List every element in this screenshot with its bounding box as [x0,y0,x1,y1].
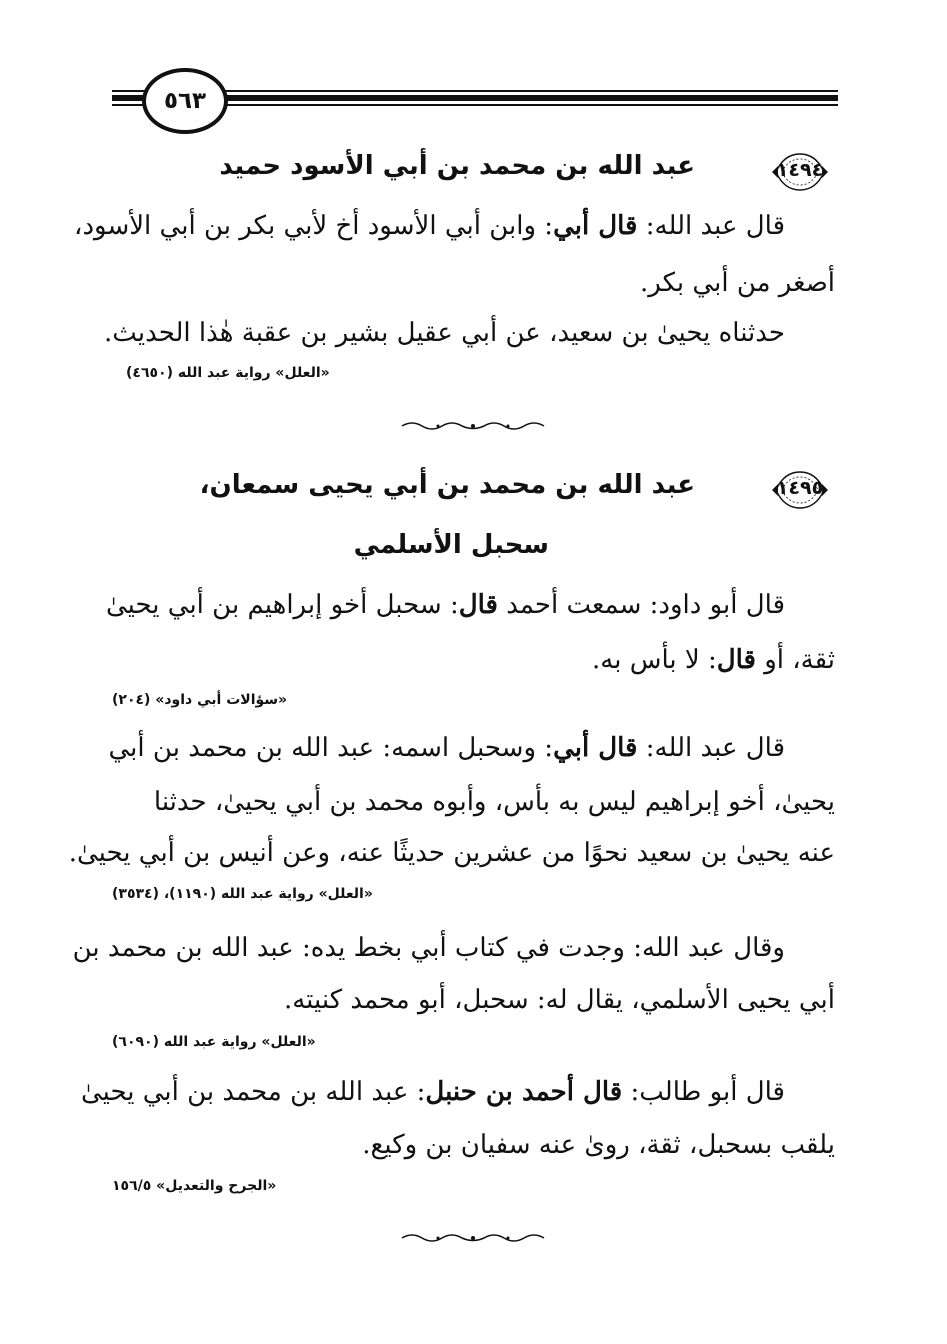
citation: «سؤالات أبي داود» (٢٠٤) [112,692,288,708]
text-line: قال أبو داود: سمعت أحمد قال: سحبل أخو إبراهيم بن أبي يحيىٰ [105,590,785,620]
separator-ornament-icon [398,1232,548,1244]
text-line: يحيىٰ، أخو إبراهيم ليس به بأس، وأبوه محمد بن أبي يحيىٰ، حدثنا [153,787,835,817]
entry-number-badge [770,150,830,194]
entry-number: ١٤٩٤ [776,159,824,181]
page-number: ٥٦٣ [142,68,228,134]
citation: «العلل» رواية عبد الله (١١٩٠)، (٣٥٣٤) [112,886,373,902]
text-line: يلقب بسحبل، ثقة، روىٰ عنه سفيان بن وكيع. [362,1130,835,1160]
entry-title: عبد الله بن محمد بن أبي يحيى سمعان، [199,470,695,500]
text-line: قال أبو طالب: قال أحمد بن حنبل: عبد الله بن محمد بن أبي يحيىٰ [80,1077,785,1107]
entry-title: عبد الله بن محمد بن أبي الأسود حميد [219,151,695,181]
entry-number: ١٤٩٥ [776,477,824,499]
separator-ornament-icon [398,420,548,432]
entry-number-badge [770,468,830,512]
text-line: عنه يحيىٰ بن سعيد نحوًا من عشرين حديثًا عنه، وعن أنيس بن أبي يحيىٰ. [68,838,835,868]
text-line: حدثناه يحيىٰ بن سعيد، عن أبي عقيل بشير بن عقبة هٰذا الحديث. [104,318,785,348]
text-line: وقال عبد الله: وجدت في كتاب أبي بخط يده: عبد الله بن محمد بن [72,933,785,963]
text-line: أبي يحيى الأسلمي، يقال له: سحبل، أبو محمد كنيته. [283,985,835,1015]
text-line: قال عبد الله: قال أبي: وابن أبي الأسود أخ لأبي بكر بن أبي الأسود، [74,211,785,241]
entry-title-continued: سحبل الأسلمي [353,530,549,560]
text-line: قال عبد الله: قال أبي: وسحبل اسمه: عبد الله بن محمد بن أبي [108,733,785,763]
citation: «العلل» رواية عبد الله (٦٠٩٠) [112,1034,316,1050]
citation: «العلل» رواية عبد الله (٤٦٥٠) [126,365,330,381]
text-line: ثقة، أو قال: لا بأس به. [592,645,835,675]
text-line: أصغر من أبي بكر. [639,268,835,298]
citation: «الجرح والتعديل» ١٥٦/٥ [112,1178,277,1194]
